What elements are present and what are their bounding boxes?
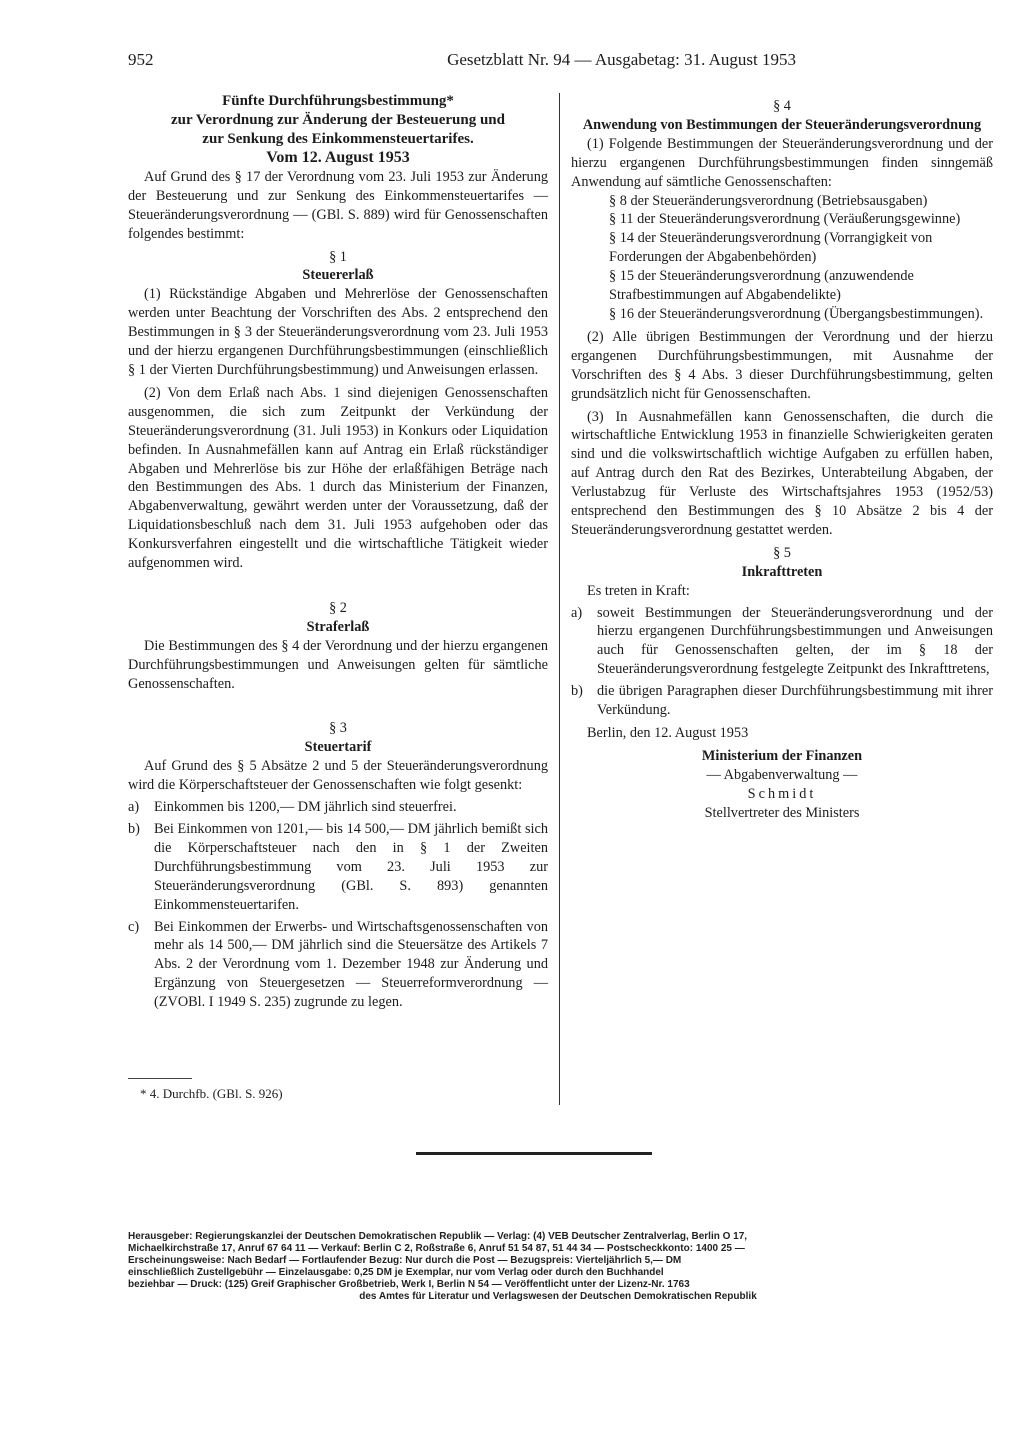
imprint-line: des Amtes für Literatur und Verlagswesen der Deutschen Demokratischen Republik (359, 1291, 757, 1303)
list-item: § 14 der Steueränderungsverordnung (Vorrangigkeit von Forderungen der Abgabenbehörden) (609, 230, 933, 266)
left-column (128, 92, 548, 1012)
paragraph: Auf Grund des § 5 Absätze 2 und 5 der Steueränderungsverordnung wird die Körperschaftsteuer der Genossenschaften wie folgt gesenkt: (128, 758, 548, 794)
list-item (571, 682, 993, 720)
paragraph: (3) In Ausnahmefällen kann Genossenschaften, die durch die wirtschaftliche Entwicklung 1953 in finanzielle Schwierigkeiten geraten sind und die volkswirtschaftlich wichtige Aufgaben zu erfüllen haben, auf Antrag durch den Rat des Bezirkes, Unterabteilung Abgaben, der Verlustabzug für Verluste des Wirtschaftsjahres 1953 (1952/53) entsprechend den Bestimmungen des § 10 Absätze 2 bis 4 der Steueränderungsverordnung gestattet werden. (571, 408, 993, 538)
list-item: § 16 der Steueränderungsverordnung (Übergangsbestimmungen). (609, 305, 984, 322)
signature-role: Stellvertreter des Ministers (704, 804, 860, 821)
list-label: c) (128, 918, 140, 935)
imprint (128, 1231, 988, 1304)
paragraph: Es treten in Kraft: (587, 582, 690, 599)
section-heading: Inkrafttreten (741, 563, 823, 580)
section-number: § 5 (773, 544, 791, 561)
list-item: § 8 der Steueränderungsverordnung (Betriebsausgaben) (609, 192, 928, 209)
signature-name: Schmidt (747, 785, 817, 802)
section-heading: Steuertarif (304, 739, 372, 756)
list-item (128, 820, 548, 915)
list-label: a) (128, 799, 140, 816)
imprint-line: Erscheinungsweise: Nach Bedarf — Fortlaufender Bezug: Nur durch die Post — Bezugspreis: Vierteljährlich 5,— DM (128, 1255, 682, 1267)
signature-place-date: Berlin, den 12. August 1953 (587, 725, 749, 741)
imprint-line: Herausgeber: Regierungskanzlei der Deutschen Demokratischen Republik — Verlag: (4) VEB Deutscher Zentralverlag, Berlin O 17, (128, 1231, 748, 1242)
list-item (128, 918, 548, 1013)
list-text: Bei Einkommen der Erwerbs- und Wirtschaftsgenossenschaften von mehr als 14 500,— DM jährlich sind die Steuersätze des Artikels 7 Abs. 2 der Verordnung vom 1. Dezember 1948 zur Änderung und Ergänzung von Steuergesetzen — Steuerreformverordnung — (ZVOBl. I 1949 S. 235) zugrunde zu legen. (154, 918, 548, 1011)
signature-department: — Abgabenverwaltung — (706, 766, 858, 783)
column-divider (559, 93, 560, 1105)
footnote: * 4. Durchfb. (GBl. S. 926) (140, 1086, 283, 1101)
section-heading: Anwendung von Bestimmungen der Steueränderungsverordnung (582, 116, 982, 133)
imprint-line: Michaelkirchstraße 17, Anruf 67 64 11 — Verkauf: Berlin C 2, Roßstraße 6, Anruf 51 54 87, 51 44 34 — Postscheckkonto: 1400 25 — (128, 1243, 745, 1255)
list-text: die übrigen Paragraphen dieser Durchführungsbestimmung mit ihrer Verkündung. (597, 683, 993, 719)
list-item: § 11 der Steueränderungsverordnung (Veräußerungsgewinne) (609, 211, 961, 228)
gazette-header-title: Gesetzblatt Nr. 94 — Ausgabetag: 31. August 1953 (447, 50, 796, 69)
section-heading: Steuererlaß (302, 267, 374, 284)
list-item: § 15 der Steueränderungsverordnung (anzuwendende Strafbestimmungen auf Abgabendelikte) (609, 268, 914, 304)
section-heading: Straferlaß (306, 618, 370, 635)
page-header (128, 50, 796, 72)
section-number: § 1 (329, 248, 347, 265)
imprint-line: beziehbar — Druck: (125) Greif Graphischer Großbetrieb, Werk I, Berlin N 54 — Veröffentlicht unter der Lizenz-Nr. 1763 (128, 1279, 690, 1291)
document-title-line: Fünfte Durchführungsbestimmung* (222, 93, 454, 109)
paragraph: (2) Alle übrigen Bestimmungen der Verordnung und der hierzu ergangenen Durchführungsbestimmungen, mit Ausnahme der Vorschriften des § 4 Abs. 3 dieser Durchführungsbestimmung, gelten grundsätzlich nicht für Genossenschaften. (571, 328, 993, 402)
list-text: Einkommen bis 1200,— DM jährlich sind steuerfrei. (154, 799, 457, 816)
footnote-rule (128, 1078, 192, 1079)
paragraph: Die Bestimmungen des § 4 der Verordnung und der hierzu ergangenen Durchführungsbestimmungen und Anweisungen gelten für sämtliche Genossenschaften. (128, 637, 548, 692)
list-text: soweit Bestimmungen der Steueränderungsverordnung und der hierzu ergangenen Durchführungsbestimmungen und Anweisungen auch für Genossenschaften gelten, der im § 18 der Steueränderungsverordnung festgelegte Zeitpunkt des Inkrafttretens, (597, 604, 993, 678)
signature-ministry: Ministerium der Finanzen (701, 747, 863, 764)
paragraph: (1) Folgende Bestimmungen der Steueränderungsverordnung und der hierzu ergangenen Durchführungsbestimmungen finden sinngemäß Anwendung auf sämtliche Genossenschaften: (571, 135, 993, 190)
document-title-line: zur Senkung des Einkommensteuertarifes. (202, 131, 474, 147)
list-item (571, 604, 993, 680)
section-number: § 4 (773, 98, 791, 114)
paragraph: (1) Rückständige Abgaben und Mehrerlöse der Genossenschaften werden unter Beachtung der Vorschriften des Abs. 2 entsprechend den Bestimmungen in § 3 der Steueränderungsverordnung vom 23. Juli 1953 und der hierzu ergangenen Durchführungsbestimmungen (einschließlich § 1 der Vierten Durchführungsbestimmung) und Anweisungen erlassen. (128, 286, 548, 378)
list-item (128, 798, 548, 817)
list-text: Bei Einkommen von 1201,— bis 14 500,— DM jährlich bemißt sich die Körperschaftsteuer nach den in § 1 der Zweiten Durchführungsbestimmung vom 23. Juli 1953 zur Steueränderungsverordnung (GBl. S. 893) genannten Einkommensteuertarifen. (154, 821, 548, 913)
imprint-line: einschließlich Zustellgebühr — Einzelausgabe: 0,25 DM je Exemplar, nur vom Verlag oder durch den Buchhandel (128, 1267, 664, 1279)
document-date: Vom 12. August 1953 (266, 149, 410, 166)
section-number: § 2 (329, 599, 347, 616)
right-column (571, 93, 993, 823)
list-label: b) (128, 821, 140, 837)
list-label: a) (571, 604, 583, 621)
document-title-line: zur Verordnung zur Änderung der Besteuerung und (171, 112, 505, 128)
list-label: b) (571, 683, 583, 700)
section-number: § 3 (329, 720, 347, 737)
preamble: Auf Grund des § 17 der Verordnung vom 23. Juli 1953 zur Änderung der Besteuerung und zur Senkung des Einkommensteuertarifes — Steueränderungsverordnung — (GBl. S. 889) wird für Genossenschaften folgendes bestimmt: (128, 168, 548, 242)
page-number: 952 (128, 50, 154, 69)
end-rule (416, 1152, 652, 1155)
paragraph: (2) Von dem Erlaß nach Abs. 1 sind diejenigen Genossenschaften ausgenommen, die sich zum Zeitpunkt der Verkündung der Steueränderungsverordnung (31. Juli 1953) in Konkurs oder Liquidation befinden. In Ausnahmefällen kann auf Antrag ein Erlaß rückständiger Abgaben und Mehrerlöse bis zur Höhe der erlaßfähigen Beträge nach den Bestimmungen des Abs. 1 durch das Ministerium der Finanzen, Abgabenverwaltung, gewährt werden unter der Voraussetzung, daß der Liquidationsbeschluß nach dem 31. Juli 1953 aufgehoben oder das Konkursverfahren eingestellt und die wirtschaftliche Tätigkeit wieder aufgenommen wird. (128, 384, 548, 572)
